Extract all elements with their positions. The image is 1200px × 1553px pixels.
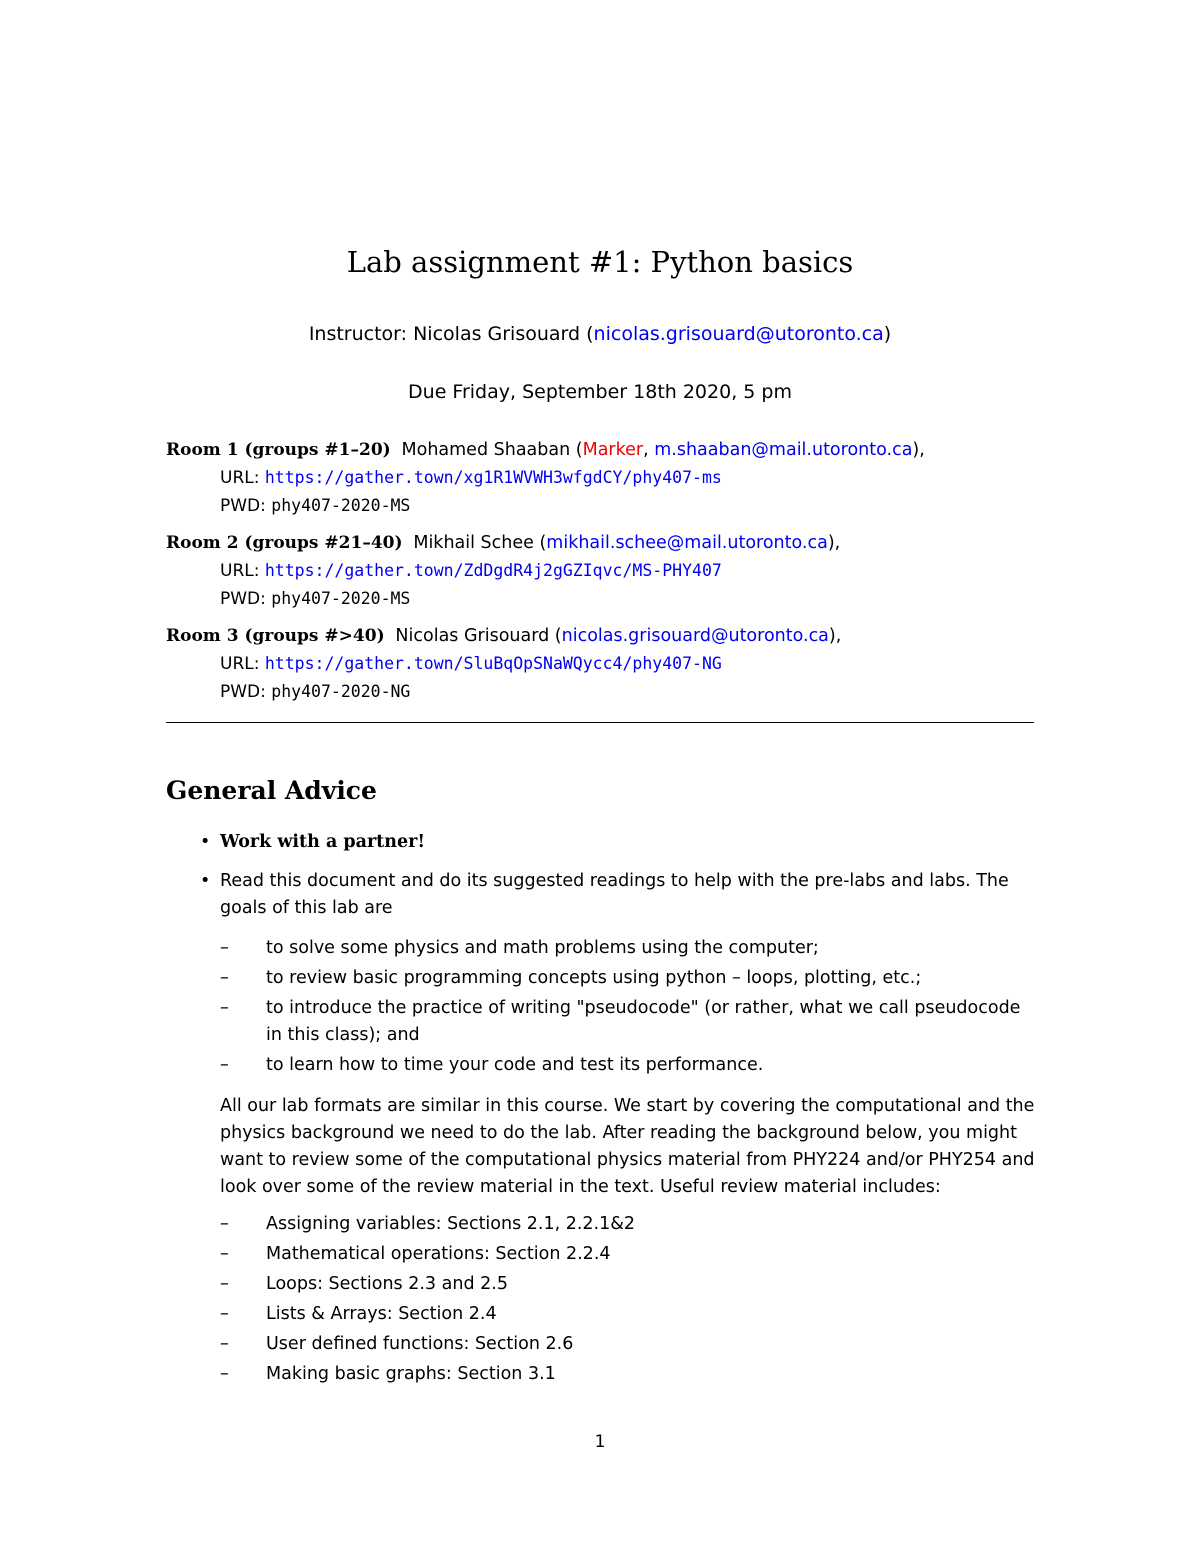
list-item xyxy=(220,1271,1036,1298)
intro-paragraph: All our lab formats are similar in this course. We start by covering the computational and the physics background we need to do the lab. After reading the background below, you might want to review some of the computational physics material from PHY224 and/or PHY254 and look over some of the review material in the text. Useful review material includes: xyxy=(220,1096,1035,1197)
room-3-person: Nicolas Grisouard ( xyxy=(395,626,562,646)
room-3-url-line xyxy=(166,650,1046,678)
room-2-header xyxy=(166,530,1046,557)
room-3-url-label: URL: xyxy=(220,654,265,674)
room-2-email-link[interactable]: mikhail.schee@mail.utoronto.ca xyxy=(546,533,828,553)
room-3-title: Room 3 (groups #>40) xyxy=(166,626,385,646)
dash-icon: – xyxy=(220,1304,229,1324)
dash-icon: – xyxy=(220,1274,229,1294)
room-2-url-line xyxy=(166,557,1046,585)
goal-text: to solve some physics and math problems using the computer; xyxy=(266,938,819,958)
room-1-url-label: URL: xyxy=(220,468,265,488)
room-1-pwd-line xyxy=(166,492,1046,520)
list-item xyxy=(220,965,1036,992)
room-3-close: ), xyxy=(828,626,842,646)
review-text: Assigning variables: Sections 2.1, 2.2.1&2 xyxy=(266,1214,636,1234)
room-2-url-label: URL: xyxy=(220,561,265,581)
dash-icon: – xyxy=(220,1334,229,1354)
room-2-block xyxy=(166,530,1046,613)
document-title: Lab assignment #1: Python basics xyxy=(346,245,854,279)
instructor-line xyxy=(0,323,1200,345)
page-number: 1 xyxy=(594,1432,606,1452)
goal-text: to introduce the practice of writing "pseudocode" (or rather, what we call pseudocode in this class); and xyxy=(266,998,1021,1045)
list-item xyxy=(220,1211,1036,1238)
room-1-title: Room 1 (groups #1–20) xyxy=(166,440,391,460)
list-item xyxy=(220,1361,1036,1388)
bullet-text: Work with a partner! xyxy=(220,832,426,852)
dash-icon: – xyxy=(220,968,229,988)
room-3-pwd-line xyxy=(166,678,1046,706)
room-3-url-link[interactable]: https://gather.town/SluBqOpSNaWQycc4/phy407-NG xyxy=(264,654,722,673)
goal-text: to review basic programming concepts using python – loops, plotting, etc.; xyxy=(266,968,922,988)
list-item xyxy=(220,1052,1036,1079)
goal-text: to learn how to time your code and test its performance. xyxy=(266,1055,764,1075)
room-2-pwd-label: PWD: xyxy=(220,589,272,609)
room-1-pwd: phy407-2020-MS xyxy=(271,496,411,515)
bullet-icon: • xyxy=(200,832,211,852)
list-item xyxy=(220,1301,1036,1328)
horizontal-rule xyxy=(166,722,1034,723)
dash-icon: – xyxy=(220,1244,229,1264)
list-item xyxy=(220,935,1036,962)
review-text: Mathematical operations: Section 2.2.4 xyxy=(266,1244,611,1264)
room-1-url-line xyxy=(166,464,1046,492)
bullet-list-2 xyxy=(166,868,1036,922)
review-text: User defined functions: Section 2.6 xyxy=(266,1334,574,1354)
dash-icon: – xyxy=(220,998,229,1018)
instructor-suffix: ) xyxy=(883,323,892,345)
room-1-header xyxy=(166,437,1046,464)
room-3-pwd-label: PWD: xyxy=(220,682,272,702)
due-date: Due Friday, September 18th 2020, 5 pm xyxy=(408,381,792,403)
room-1-pwd-label: PWD: xyxy=(220,496,272,516)
review-text: Lists & Arrays: Section 2.4 xyxy=(266,1304,497,1324)
bullet-list xyxy=(166,829,1036,856)
bullet-text: Read this document and do its suggested readings to help with the pre-labs and labs. The goals of this lab are xyxy=(220,871,1009,918)
room-2-close: ), xyxy=(827,533,841,553)
room-3-header xyxy=(166,623,1046,650)
review-list xyxy=(166,1211,1036,1388)
room-1-sep: , xyxy=(643,440,655,460)
marker-label: Marker xyxy=(582,440,644,460)
section-heading: General Advice xyxy=(166,776,377,805)
dash-icon: – xyxy=(220,1364,229,1384)
list-item xyxy=(166,868,1036,922)
dash-icon: – xyxy=(220,1214,229,1234)
list-item xyxy=(220,995,1036,1049)
list-item xyxy=(166,829,1036,856)
instructor-prefix: Instructor: Nicolas Grisouard ( xyxy=(308,323,594,345)
room-2-person: Mikhail Schee ( xyxy=(413,533,547,553)
room-2-pwd-line xyxy=(166,585,1046,613)
dash-icon: – xyxy=(220,1055,229,1075)
room-1-url-link[interactable]: https://gather.town/xg1R1WVWH3wfgdCY/phy407-ms xyxy=(264,468,722,487)
room-2-pwd: phy407-2020-MS xyxy=(271,589,411,608)
room-3-block xyxy=(166,623,1046,706)
room-2-url-link[interactable]: https://gather.town/ZdDgdR4j2gGZIqvc/MS-PHY407 xyxy=(264,561,722,580)
goals-list xyxy=(166,935,1036,1079)
list-item xyxy=(220,1241,1036,1268)
list-item xyxy=(220,1331,1036,1358)
review-text: Loops: Sections 2.3 and 2.5 xyxy=(266,1274,508,1294)
dash-icon: – xyxy=(220,938,229,958)
review-text: Making basic graphs: Section 3.1 xyxy=(266,1364,556,1384)
room-1-person: Mohamed Shaaban ( xyxy=(401,440,583,460)
room-3-email-link[interactable]: nicolas.grisouard@utoronto.ca xyxy=(561,626,829,646)
room-1-block xyxy=(166,437,1046,520)
room-1-email-link[interactable]: m.shaaban@mail.utoronto.ca xyxy=(654,440,913,460)
room-3-pwd: phy407-2020-NG xyxy=(271,682,411,701)
instructor-email-link[interactable]: nicolas.grisouard@utoronto.ca xyxy=(593,323,884,345)
bullet-icon: • xyxy=(200,871,211,891)
room-2-title: Room 2 (groups #21–40) xyxy=(166,533,403,553)
room-1-close: ), xyxy=(912,440,925,460)
